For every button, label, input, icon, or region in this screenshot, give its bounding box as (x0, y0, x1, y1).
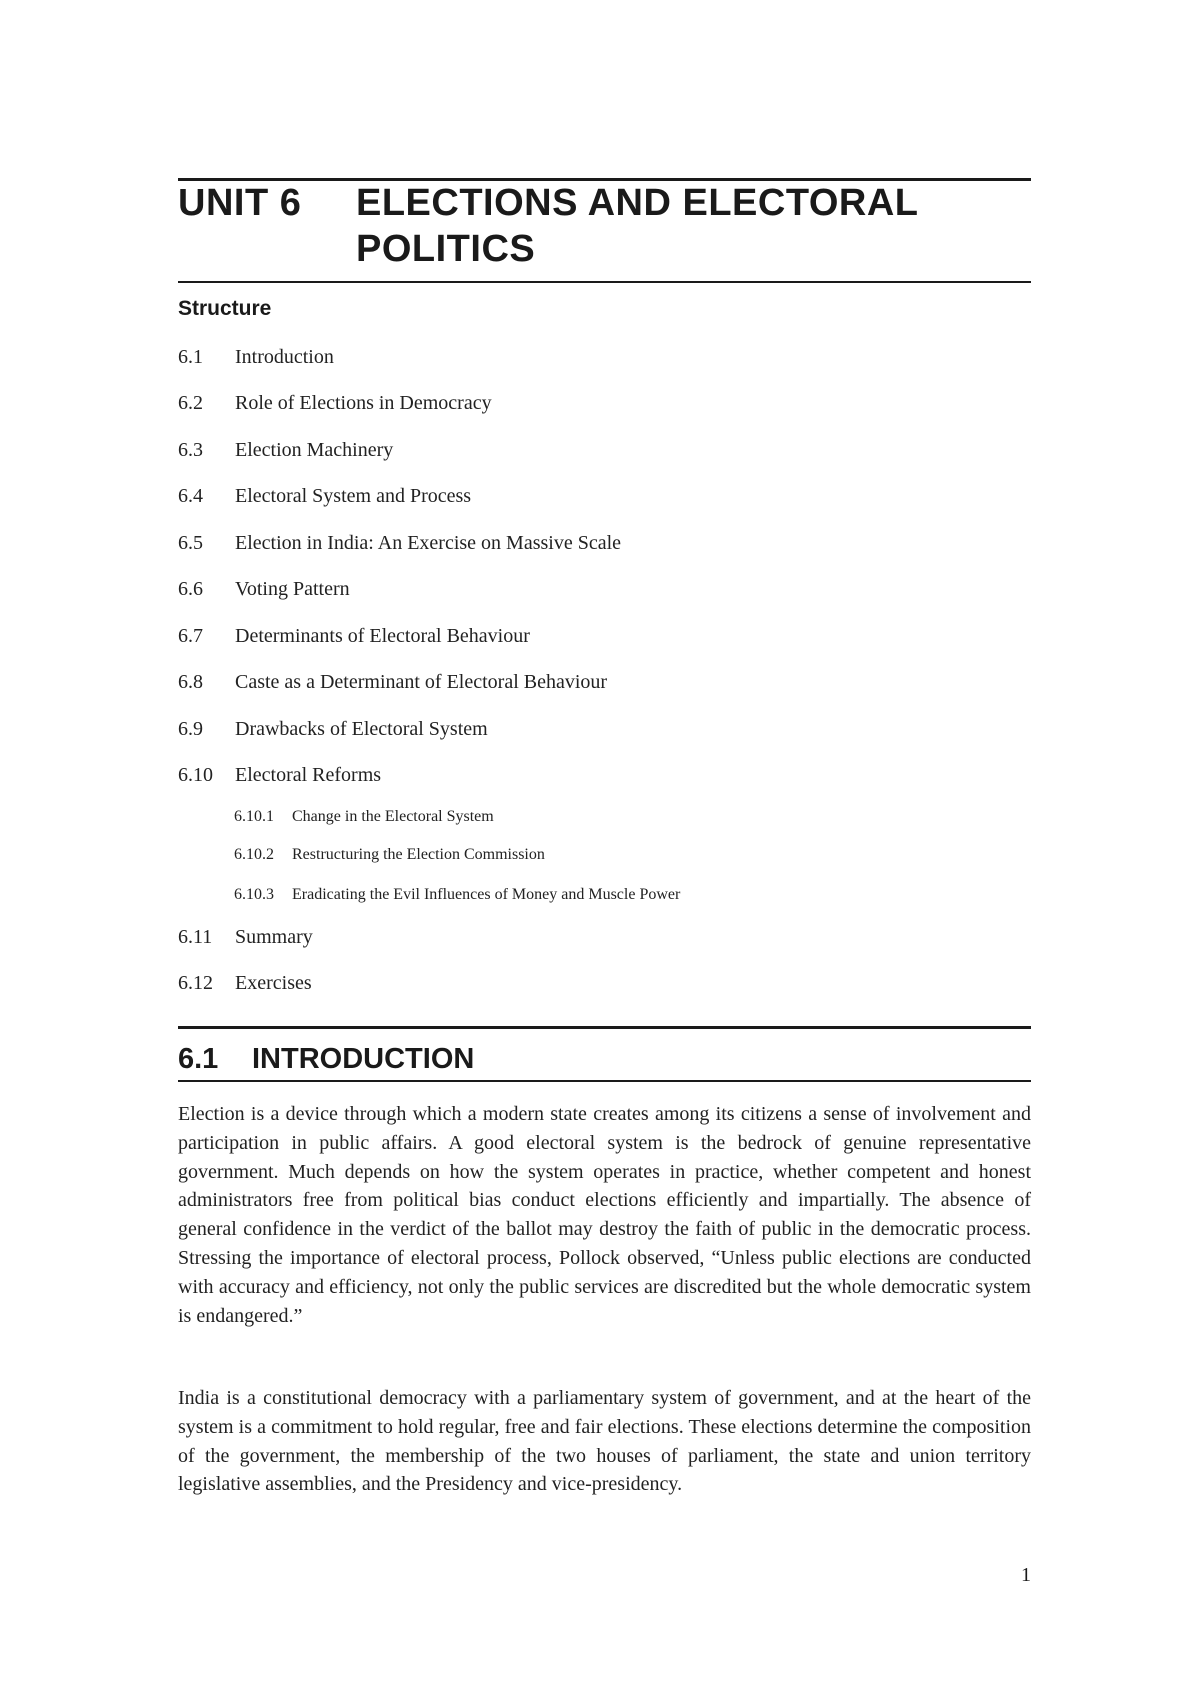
toc-subitem (234, 846, 545, 864)
toc-label: Summary (235, 926, 313, 948)
body-paragraph: India is a constitutional democracy with a parliamentary system of government, and at the heart of the system is a commitment to hold regular, free and fair elections. These elections determine the composition of the government, the membership of the two houses of parliament, the state and union territory legislative assemblies, and the Presidency and vice-presidency. (178, 1387, 1031, 1496)
toc-number: 6.8 (178, 671, 203, 693)
toc-label: Electoral System and Process (235, 485, 472, 507)
document-page (178, 0, 1031, 1696)
toc-item (178, 485, 471, 508)
toc-label: Drawbacks of Electoral System (235, 718, 488, 740)
body-paragraph: Election is a device through which a modern state creates among its citizens a sense of involvement and participation in public affairs. A good electoral system is the bedrock of genuine representative government. Much depends on how the system operates in practice, whether competent and honest administrators free from political bias conduct elections efficiently and impartially. The absence of general confidence in the verdict of the ballot may destroy the faith of public in the democratic process. Stressing the importance of electoral process, Pollock observed, “Unless public elections are conducted with accuracy and efficiency, not only the public services are discredited but the whole democratic system is endangered.” (178, 1103, 1031, 1327)
title-underline-rule (178, 281, 1031, 283)
toc-subnumber: 6.10.3 (234, 886, 274, 903)
toc-item (178, 532, 621, 555)
toc-item (178, 764, 381, 787)
toc-subnumber: 6.10.2 (234, 846, 274, 863)
toc-item (178, 392, 492, 415)
toc-number: 6.9 (178, 718, 203, 740)
toc-number: 6.6 (178, 578, 203, 600)
toc-label: Voting Pattern (235, 578, 350, 600)
section-heading (178, 1043, 474, 1076)
toc-number: 6.7 (178, 625, 203, 647)
toc-number: 6.1 (178, 346, 203, 368)
toc-number: 6.2 (178, 392, 203, 414)
toc-label: Exercises (235, 972, 312, 994)
structure-heading: Structure (178, 297, 272, 320)
toc-item (178, 578, 350, 601)
toc-sublabel: Change in the Electoral System (292, 808, 494, 825)
toc-item (178, 972, 312, 995)
toc-label: Introduction (235, 346, 334, 368)
unit-number: UNIT 6 (178, 182, 302, 224)
section-title: INTRODUCTION (252, 1043, 475, 1075)
toc-item (178, 671, 607, 694)
unit-name: ELECTIONS AND ELECTORAL POLITICS (356, 182, 918, 270)
toc-item (178, 926, 313, 949)
toc-label: Electoral Reforms (235, 764, 382, 786)
section-number: 6.1 (178, 1043, 219, 1075)
toc-number: 6.3 (178, 439, 203, 461)
toc-number: 6.5 (178, 532, 203, 554)
page-number: 1 (1021, 1564, 1031, 1586)
toc-label: Election Machinery (235, 439, 394, 461)
toc-number: 6.11 (178, 926, 213, 948)
toc-number: 6.10 (178, 764, 213, 786)
toc-number: 6.12 (178, 972, 213, 994)
toc-subnumber: 6.10.1 (234, 808, 274, 825)
toc-subitem (234, 886, 680, 904)
toc-sublabel: Eradicating the Evil Influences of Money and Muscle Power (292, 886, 681, 903)
section-underline-rule (178, 1080, 1031, 1082)
toc-label: Caste as a Determinant of Electoral Behaviour (235, 671, 608, 693)
toc-item (178, 625, 530, 648)
toc-label: Determinants of Electoral Behaviour (235, 625, 530, 647)
toc-label: Role of Elections in Democracy (235, 392, 492, 414)
toc-number: 6.4 (178, 485, 203, 507)
section-top-rule (178, 1026, 1031, 1029)
toc-item (178, 718, 488, 741)
toc-label: Election in India: An Exercise on Massive Scale (235, 532, 622, 554)
toc-item (178, 346, 334, 369)
toc-sublabel: Restructuring the Election Commission (292, 846, 545, 863)
toc-subitem (234, 808, 494, 826)
toc-item (178, 439, 393, 462)
